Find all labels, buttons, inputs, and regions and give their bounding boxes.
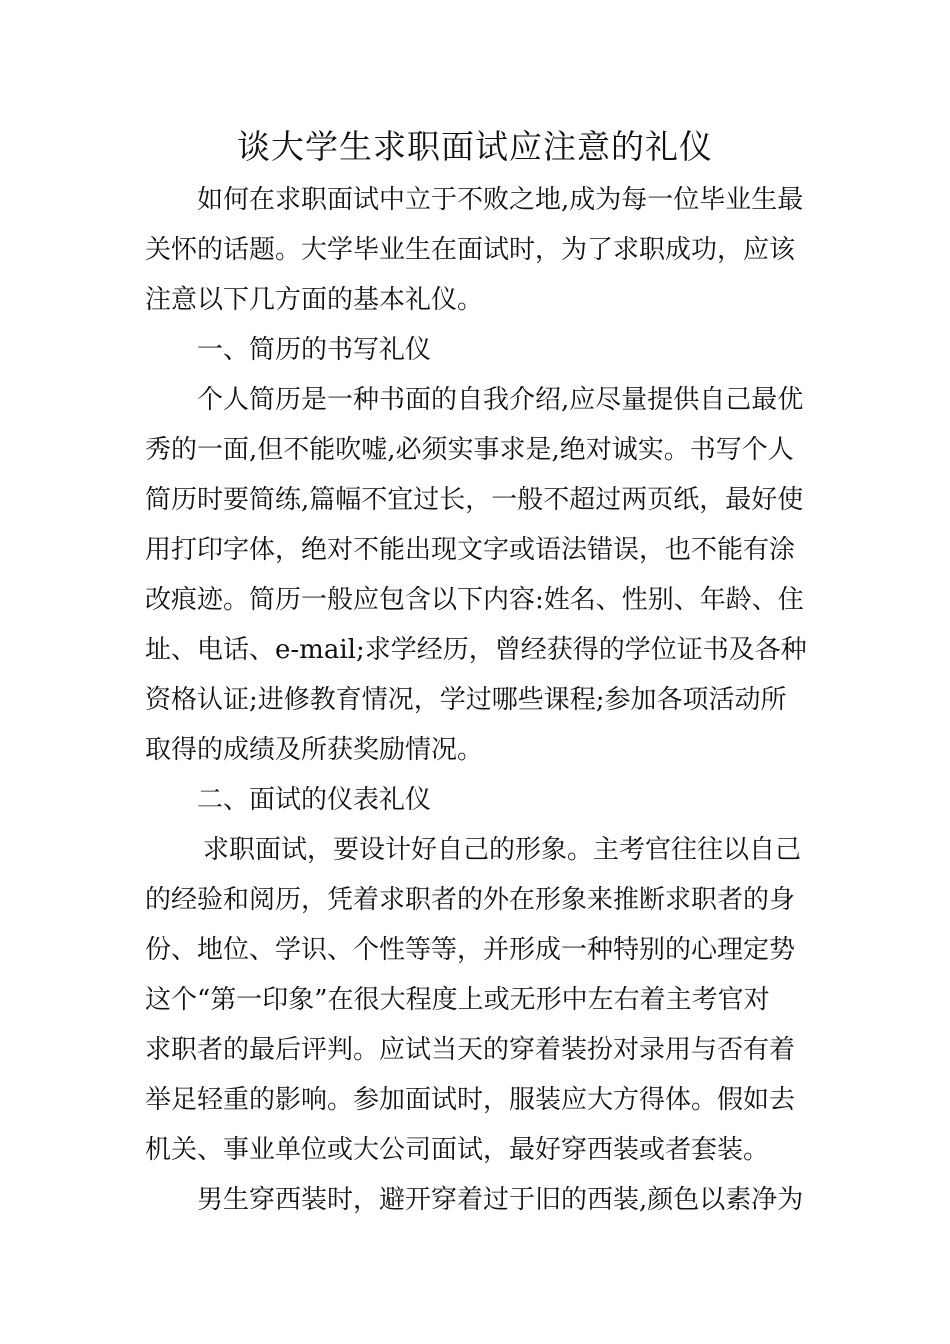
paragraph-line: 资格认证;进修教育情况，学过哪些课程;参加各项活动所 [145, 685, 787, 715]
document-title: 谈大学生求职面试应注意的礼仪 [237, 127, 713, 166]
paragraph-line: 男生穿西装时，避开穿着过于旧的西装,颜色以素净为 [197, 1185, 804, 1215]
paragraph-line: 简历时要简练,篇幅不宜过长，一般不超过两页纸，最好使 [145, 485, 804, 515]
paragraph-line: 秀的一面,但不能吹嘘,必须实事求是,绝对诚实。书写个人 [145, 435, 794, 465]
paragraph-line: 的经验和阅历，凭着求职者的外在形象来推断求职者的身 [145, 885, 796, 915]
section-heading: 二、面试的仪表礼仪 [197, 785, 432, 815]
paragraph-line: 取得的成绩及所获奖励情况。 [145, 735, 484, 765]
paragraph-line: 关怀的话题。大学毕业生在面试时，为了求职成功，应该 [145, 235, 796, 265]
paragraph-line: 机关、事业单位或大公司面试，最好穿西装或者套装。 [145, 1135, 770, 1165]
section-heading: 一、简历的书写礼仪 [197, 335, 432, 365]
paragraph-line: 改痕迹。简历一般应包含以下内容:姓名、性别、年龄、住 [145, 585, 804, 615]
paragraph-line: 址、电话、e-mail;求学经历，曾经获得的学位证书及各种 [145, 635, 807, 665]
paragraph-line: 注意以下几方面的基本礼仪。 [145, 285, 484, 315]
paragraph-line: 个人简历是一种书面的自我介绍,应尽量提供自己最优 [197, 385, 804, 415]
paragraph-line: 这个“第一印象”在很大程度上或无形中左右着主考官对 [145, 985, 770, 1015]
paragraph-line: 求职者的最后评判。应试当天的穿着装扮对录用与否有着 [145, 1035, 796, 1065]
paragraph-line: 用打印字体，绝对不能出现文字或语法错误，也不能有涂 [145, 535, 796, 565]
paragraph-line: 份、地位、学识、个性等等，并形成一种特别的心理定势 [145, 935, 796, 965]
paragraph-line: 举足轻重的影响。参加面试时，服装应大方得体。假如去 [145, 1085, 796, 1115]
paragraph-line: 如何在求职面试中立于不败之地,成为每一位毕业生最 [197, 185, 804, 215]
paragraph-line: 求职面试，要设计好自己的形象。主考官往往以自己 [203, 835, 802, 865]
